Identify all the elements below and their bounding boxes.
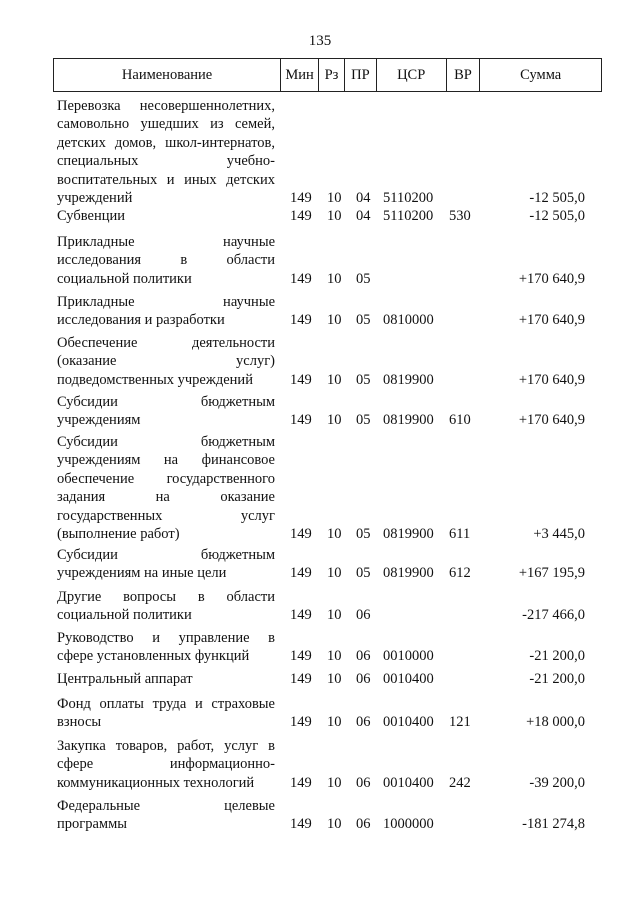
row-name bbox=[57, 334, 275, 389]
row-pr: 06 bbox=[356, 774, 371, 791]
row-vr: 611 bbox=[449, 526, 471, 542]
row-name-line: учреждениям bbox=[57, 412, 141, 429]
row-min: 149 bbox=[290, 208, 312, 224]
row-csr: 5110200 bbox=[383, 190, 434, 206]
row-name bbox=[57, 233, 275, 288]
row-rz: 10 bbox=[327, 648, 342, 665]
table-header bbox=[53, 58, 602, 92]
row-min: 149 bbox=[290, 714, 312, 731]
row-name-line: программы bbox=[57, 816, 127, 833]
row-pr: 05 bbox=[356, 270, 371, 287]
row-name-line: учреждений bbox=[57, 190, 133, 207]
row-pr: 04 bbox=[356, 190, 371, 206]
row-min: 149 bbox=[290, 371, 312, 388]
row-csr: 0010000 bbox=[383, 648, 434, 665]
row-name bbox=[57, 433, 275, 543]
row-name bbox=[57, 629, 275, 666]
row-sum: -12 505,0 bbox=[529, 190, 585, 206]
row-name-line: Перевозка несовершеннолетних, bbox=[57, 98, 275, 114]
row-vr: 610 bbox=[449, 412, 471, 429]
row-pr: 05 bbox=[356, 412, 371, 429]
row-rz: 10 bbox=[327, 371, 342, 388]
row-name-line: Субсидии бюджетным bbox=[57, 434, 275, 450]
row-name-line: подведомственных учреждений bbox=[57, 371, 253, 388]
row-name-line: Центральный аппарат bbox=[57, 671, 193, 687]
header-pr: ПР bbox=[345, 59, 377, 91]
row-name bbox=[57, 97, 275, 207]
row-pr: 06 bbox=[356, 607, 371, 624]
row-rz: 10 bbox=[327, 714, 342, 731]
row-rz: 10 bbox=[327, 526, 342, 542]
row-name-line: социальной политики bbox=[57, 607, 192, 624]
row-rz: 10 bbox=[327, 774, 342, 791]
row-name bbox=[57, 588, 275, 625]
row-csr: 0819900 bbox=[383, 565, 434, 582]
header-min: Мин bbox=[281, 59, 319, 91]
row-name-line: Руководство и управление в bbox=[57, 630, 275, 646]
row-name-line: (оказание услуг) bbox=[57, 353, 275, 370]
row-pr: 05 bbox=[356, 565, 371, 582]
row-sum: +170 640,9 bbox=[518, 270, 585, 287]
row-name bbox=[57, 207, 275, 225]
page-number: 135 bbox=[308, 33, 332, 49]
row-csr: 1000000 bbox=[383, 816, 434, 833]
row-name bbox=[57, 797, 275, 834]
row-vr: 530 bbox=[449, 208, 471, 224]
row-rz: 10 bbox=[327, 270, 342, 287]
row-csr: 0819900 bbox=[383, 371, 434, 388]
row-sum: -181 274,8 bbox=[522, 816, 585, 833]
row-min: 149 bbox=[290, 648, 312, 665]
row-csr: 5110200 bbox=[383, 208, 434, 224]
header-rz: Рз bbox=[319, 59, 345, 91]
row-sum: -217 466,0 bbox=[522, 607, 585, 624]
row-rz: 10 bbox=[327, 607, 342, 624]
row-name-line: Субсидии бюджетным bbox=[57, 394, 275, 410]
row-name-line: учреждениям на иные цели bbox=[57, 565, 227, 582]
row-name-line: Прикладные научные bbox=[57, 294, 275, 310]
row-sum: -12 505,0 bbox=[529, 208, 585, 224]
row-name-line: обеспечение государственного bbox=[57, 470, 275, 487]
row-pr: 06 bbox=[356, 816, 371, 833]
row-name-line: воспитательных и иных детских bbox=[57, 171, 275, 188]
row-rz: 10 bbox=[327, 190, 342, 206]
row-name-line: Закупка товаров, работ, услуг в bbox=[57, 738, 275, 754]
row-sum: +170 640,9 bbox=[518, 312, 585, 329]
row-name-line: взносы bbox=[57, 714, 102, 731]
row-sum: +167 195,9 bbox=[518, 565, 585, 582]
row-min: 149 bbox=[290, 607, 312, 624]
row-sum: +170 640,9 bbox=[518, 412, 585, 429]
row-sum: -39 200,0 bbox=[529, 774, 585, 791]
row-name-line: Обеспечение деятельности bbox=[57, 335, 275, 351]
row-vr: 242 bbox=[449, 774, 471, 791]
row-name bbox=[57, 293, 275, 330]
row-csr: 0010400 bbox=[383, 714, 434, 731]
row-name-line: Федеральные целевые bbox=[57, 798, 275, 814]
row-name bbox=[57, 546, 275, 583]
row-rz: 10 bbox=[327, 565, 342, 582]
header-name: Наименование bbox=[54, 59, 281, 91]
header-csr: ЦСР bbox=[377, 59, 447, 91]
header-sum: Сумма bbox=[520, 67, 562, 83]
row-name-line: государственных услуг bbox=[57, 507, 275, 524]
row-csr: 0010400 bbox=[383, 671, 434, 687]
row-csr: 0010400 bbox=[383, 774, 434, 791]
row-pr: 05 bbox=[356, 312, 371, 329]
row-name-line: Прикладные научные bbox=[57, 234, 275, 250]
row-pr: 06 bbox=[356, 671, 371, 687]
row-csr: 0810000 bbox=[383, 312, 434, 329]
row-name bbox=[57, 670, 275, 688]
header-vr: ВР bbox=[447, 59, 481, 91]
row-min: 149 bbox=[290, 526, 312, 542]
row-rz: 10 bbox=[327, 412, 342, 429]
row-min: 149 bbox=[290, 816, 312, 833]
row-name-line: Субвенции bbox=[57, 208, 125, 224]
row-rz: 10 bbox=[327, 816, 342, 833]
row-sum: +18 000,0 bbox=[526, 714, 585, 731]
row-csr: 0819900 bbox=[383, 526, 434, 542]
row-name-line: коммуникационных технологий bbox=[57, 774, 255, 791]
row-pr: 05 bbox=[356, 371, 371, 388]
row-vr: 612 bbox=[449, 565, 471, 582]
row-name-line: Субсидии бюджетным bbox=[57, 547, 275, 563]
row-min: 149 bbox=[290, 412, 312, 429]
row-name-line: сфере установленных функций bbox=[57, 648, 250, 665]
row-name-line: Другие вопросы в области bbox=[57, 589, 275, 605]
row-name-line: самовольно ушедших из семей, bbox=[57, 116, 275, 133]
row-name bbox=[57, 737, 275, 792]
row-name-line: детских домов, школ-интернатов, bbox=[57, 134, 275, 151]
row-min: 149 bbox=[290, 270, 312, 287]
row-rz: 10 bbox=[327, 208, 342, 224]
row-rz: 10 bbox=[327, 671, 342, 687]
row-min: 149 bbox=[290, 774, 312, 791]
row-name-line: сфере информационно- bbox=[57, 756, 275, 773]
row-pr: 06 bbox=[356, 714, 371, 731]
row-name-line: исследования и разработки bbox=[57, 312, 225, 329]
row-name-line: социальной политики bbox=[57, 270, 192, 287]
row-name-line: специальных учебно- bbox=[57, 153, 275, 170]
row-sum: -21 200,0 bbox=[529, 648, 585, 665]
row-csr: 0819900 bbox=[383, 412, 434, 429]
row-name bbox=[57, 695, 275, 732]
row-min: 149 bbox=[290, 190, 312, 206]
row-name-line: Фонд оплаты труда и страховые bbox=[57, 696, 275, 712]
row-name bbox=[57, 393, 275, 430]
row-min: 149 bbox=[290, 671, 312, 687]
row-vr: 121 bbox=[449, 714, 471, 731]
row-sum: -21 200,0 bbox=[529, 671, 585, 687]
row-name-line: исследования в области bbox=[57, 252, 275, 269]
row-pr: 05 bbox=[356, 526, 371, 542]
row-rz: 10 bbox=[327, 312, 342, 329]
row-min: 149 bbox=[290, 565, 312, 582]
row-pr: 06 bbox=[356, 648, 371, 665]
row-name-line: учреждениям на финансовое bbox=[57, 452, 275, 469]
row-name-line: (выполнение работ) bbox=[57, 526, 180, 543]
row-pr: 04 bbox=[356, 208, 371, 224]
row-min: 149 bbox=[290, 312, 312, 329]
row-sum: +3 445,0 bbox=[533, 526, 585, 542]
row-name-line: задания на оказание bbox=[57, 489, 275, 506]
row-sum: +170 640,9 bbox=[518, 371, 585, 388]
